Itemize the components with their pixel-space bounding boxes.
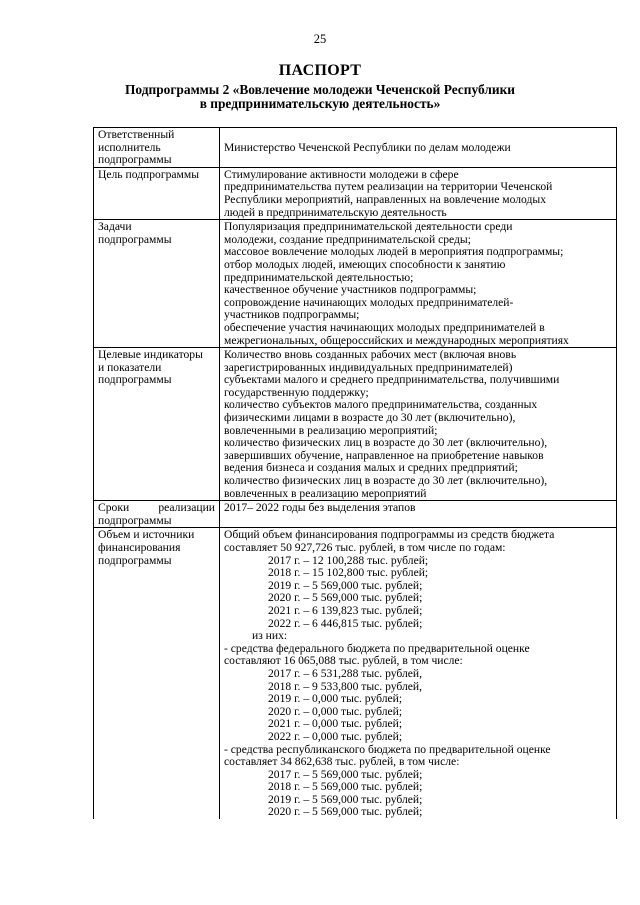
year-line: 2018 г. – 15 102,800 тыс. рублей; xyxy=(268,566,429,580)
executor-label xyxy=(94,128,220,168)
funding-label xyxy=(94,528,220,819)
value-line: вовлеченных в реализацию мероприятий xyxy=(224,486,427,500)
value-line: обеспечение участия начинающих молодых предпринимателей в xyxy=(224,320,545,334)
row-executor xyxy=(94,128,617,168)
executor-value xyxy=(220,128,617,168)
row-tasks xyxy=(94,220,617,348)
value-line: качественное обучение участников подпрограммы; xyxy=(224,283,477,297)
year-line: 2022 г. – 6 446,815 тыс. рублей; xyxy=(268,616,423,630)
value-line: количество субъектов малого предпринимательства, созданных xyxy=(224,398,538,412)
year-line: 2017 г. – 6 531,288 тыс. рублей, xyxy=(268,666,423,680)
value-line: составляют 16 065,088 тыс. рублей, в том числе: xyxy=(224,654,463,668)
tasks-label xyxy=(94,220,220,348)
value-line: молодежи, создание предпринимательской среды; xyxy=(224,232,471,246)
value-line: 2017– 2022 годы без выделения этапов xyxy=(224,501,416,515)
label-line: подпрограммы xyxy=(98,373,172,387)
value-line: участников подпрограммы; xyxy=(224,308,360,322)
document-title: ПАСПОРТ xyxy=(278,62,362,79)
year-line: 2019 г. – 5 569,000 тыс. рублей; xyxy=(268,792,423,806)
tasks-value xyxy=(220,220,617,348)
year-line: 2021 г. – 0,000 тыс. рублей; xyxy=(268,717,403,731)
year-line: 2020 г. – 5 569,000 тыс. рублей; xyxy=(268,805,423,819)
indicators-label xyxy=(94,348,220,501)
page-number: 25 xyxy=(313,32,327,46)
year-line: 2019 г. – 0,000 тыс. рублей; xyxy=(268,692,403,706)
label-line: подпрограммы xyxy=(98,232,172,246)
year-line: 2018 г. – 9 533,800 тыс. рублей, xyxy=(268,679,423,693)
label-line: Целевые индикаторы xyxy=(98,348,203,362)
label-line: подпрограммы xyxy=(98,153,172,167)
subtitle-line: Подпрограммы 2 «Вовлечение молодежи Чеченской Республики xyxy=(124,82,516,97)
value-line: Общий объем финансирования подпрограммы из средств бюджета xyxy=(224,528,555,542)
value-line: физическими лицами в возрасте до 30 лет (включительно), xyxy=(224,411,516,425)
value-line: субъектами малого и среднего предпринимательства, получившими xyxy=(224,373,560,387)
terms-label xyxy=(94,501,220,528)
label-word: Сроки xyxy=(98,501,130,515)
value-line: государственную поддержку; xyxy=(224,385,369,399)
indicators-value xyxy=(220,348,617,501)
value-line: предпринимательства путем реализации на территории Чеченской xyxy=(224,180,553,194)
year-line: 2022 г. – 0,000 тыс. рублей; xyxy=(268,729,403,743)
year-line: 2021 г. – 6 139,823 тыс. рублей; xyxy=(268,603,423,617)
label-line: исполнитель xyxy=(98,140,161,154)
value-line: составляет 50 927,726 тыс. рублей, в том числе по годам: xyxy=(224,541,506,554)
goal-label xyxy=(94,167,220,219)
value-line: из них: xyxy=(252,629,288,643)
row-funding xyxy=(94,528,617,819)
label-line: Задачи xyxy=(98,220,132,234)
label-line xyxy=(98,502,215,515)
passport-table xyxy=(93,127,617,819)
row-indicators xyxy=(94,348,617,501)
value-line: предпринимательской деятельностью; xyxy=(224,270,414,284)
value-line: - средства федерального бюджета по предварительной оценке xyxy=(224,641,530,655)
label-line: финансирования xyxy=(98,541,181,554)
value-line: отбор молодых людей, имеющих способности к занятию xyxy=(224,257,506,271)
value-line: Количество вновь созданных рабочих мест (включая вновь xyxy=(224,348,517,362)
label-line: Объем и источники xyxy=(98,528,195,542)
label-line: и показатели xyxy=(98,360,162,374)
subtitle-line: в предпринимательскую деятельность» xyxy=(199,96,441,111)
value-line: количество физических лиц в возрасте до 30 лет (включительно), xyxy=(224,436,548,450)
value-line: Республики мероприятий, направленных на вовлечение молодых xyxy=(224,192,546,206)
value-line: вовлеченными в реализацию мероприятий; xyxy=(224,423,438,437)
value-line: количество физических лиц в возрасте до 30 лет (включительно), xyxy=(224,474,548,488)
value-line: составляет 34 862,638 тыс. рублей, в том числе: xyxy=(224,755,460,769)
year-line: 2019 г. – 5 569,000 тыс. рублей; xyxy=(268,578,423,592)
value-line: Министерство Чеченской Республики по делам молодежи xyxy=(224,140,511,154)
year-line: 2017 г. – 5 569,000 тыс. рублей; xyxy=(268,767,423,781)
value-line: сопровождение начинающих молодых предпринимателей- xyxy=(224,295,514,309)
row-terms xyxy=(94,501,617,528)
value-line: массовое вовлечение молодых людей в мероприятия подпрограммы; xyxy=(224,245,564,259)
value-line: - средства республиканского бюджета по предварительной оценке xyxy=(224,742,551,756)
label-line: Цель подпрограммы xyxy=(98,167,200,181)
value-line: межрегиональных, общероссийских и международных мероприятиях xyxy=(224,333,569,347)
value-line: ведения бизнеса и создания малых и средних предприятий; xyxy=(224,461,518,475)
year-line: 2018 г. – 5 569,000 тыс. рублей; xyxy=(268,780,423,794)
year-line: 2017 г. – 12 100,288 тыс. рублей; xyxy=(268,553,429,567)
value-line: завершивших обучение, направленное на приобретение навыков xyxy=(224,448,544,462)
document-subtitle xyxy=(0,83,640,111)
goal-value xyxy=(220,167,617,219)
label-line: Ответственный xyxy=(98,128,175,141)
value-line: Популяризация предпринимательской деятельности среди xyxy=(224,220,513,234)
label-line: подпрограммы xyxy=(98,513,172,527)
value-line: Стимулирование активности молодежи в сфере xyxy=(224,167,459,181)
label-line: подпрограммы xyxy=(98,553,172,567)
row-goal xyxy=(94,167,617,219)
year-line: 2020 г. – 0,000 тыс. рублей; xyxy=(268,704,403,718)
year-line: 2020 г. – 5 569,000 тыс. рублей; xyxy=(268,591,423,605)
label-word: реализации xyxy=(158,501,215,515)
value-line: зарегистрированных индивидуальных предпринимателей) xyxy=(224,360,513,374)
terms-value xyxy=(220,501,617,528)
value-line: людей в предпринимательскую деятельность xyxy=(224,205,447,219)
funding-value xyxy=(220,528,617,819)
